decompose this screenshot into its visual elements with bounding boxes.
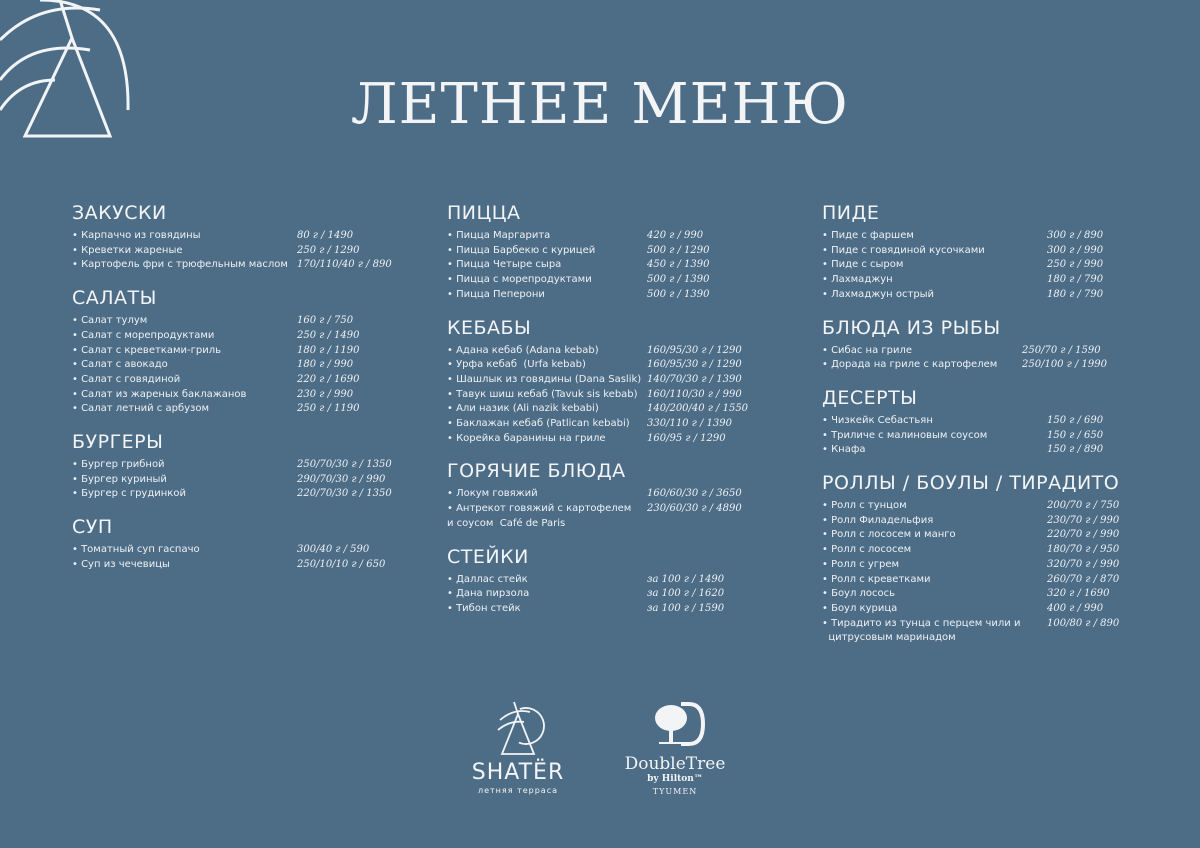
menu-item: [822, 414, 1162, 429]
doubletree-logo-icon: [645, 700, 705, 748]
doubletree-subtitle: by Hilton™: [647, 774, 703, 784]
menu-item-price: 160/110/30 г / 990: [647, 388, 742, 400]
menu-item-name: • Ролл с креветками: [822, 573, 931, 585]
doubletree-city: TYUMEN: [652, 787, 698, 796]
section-title: ГОРЯЧИЕ БЛЮДА: [447, 460, 626, 483]
menu-item-name: • Ролл Филадельфия: [822, 514, 934, 526]
menu-item: [72, 487, 412, 502]
menu-item-name: • Дана пирзола: [447, 588, 530, 600]
menu-item-price: 420 г / 990: [647, 230, 704, 241]
menu-item-name: • Лахмаджун острый: [822, 288, 935, 300]
menu-item-price: 500 г / 1290: [647, 244, 710, 256]
menu-item: [447, 229, 787, 244]
menu-item: [822, 358, 1162, 373]
menu-item-name: • Суп из чечевицы: [72, 558, 170, 570]
menu-item-price: 290/70/30 г / 990: [297, 473, 386, 485]
section-title: БУРГЕРЫ: [72, 431, 164, 454]
menu-column-3: [822, 200, 1162, 658]
menu-item: [447, 402, 787, 417]
menu-item: [72, 244, 412, 259]
menu-item-name: • Кнафа: [822, 444, 866, 456]
menu-item: [72, 329, 412, 344]
menu-item: [822, 543, 1162, 558]
menu-item-name: • Даллас стейк: [447, 573, 528, 585]
menu-item: [447, 258, 787, 273]
menu-item: [72, 458, 412, 473]
menu-item-name: • Бургер куриный: [72, 473, 167, 485]
menu-item-price: 150 г / 890: [1047, 444, 1104, 456]
menu-item: [447, 388, 787, 403]
menu-section: [447, 544, 787, 617]
menu-item-price: 180 г / 790: [1047, 274, 1104, 286]
menu-item-name: • Салат с креветками-гриль: [72, 344, 222, 356]
menu-item: [447, 358, 787, 373]
menu-section: [72, 200, 412, 273]
menu-item: [822, 587, 1162, 602]
menu-item-name: • Адана кебаб (Adana kebab): [447, 344, 599, 356]
menu-item: [822, 602, 1162, 617]
menu-item-price: 250 г / 1490: [297, 329, 360, 341]
menu-item-price: 220/70 г / 990: [1047, 529, 1120, 541]
menu-column-1: [72, 200, 412, 585]
page-title: ЛЕТНЕЕ МЕНЮ: [350, 72, 850, 137]
menu-item-price: за 100 г / 1620: [647, 588, 725, 600]
menu-item-price: 180 г / 790: [1047, 288, 1104, 300]
menu-item-name: • Карпаччо из говядины: [72, 230, 201, 241]
menu-item-price: 250 г / 1290: [297, 244, 360, 256]
menu-item-price: 330/110 г / 1390: [647, 418, 732, 430]
menu-section: [447, 200, 787, 303]
menu-item: [72, 344, 412, 359]
menu-item-price: 500 г / 1390: [647, 274, 710, 286]
menu-item-price: 220 г / 1690: [297, 373, 360, 385]
menu-item-name: • Баклажан кебаб (Patlican kebabi): [447, 418, 630, 430]
menu-item: [822, 499, 1162, 514]
menu-item-name: • Салат тулум: [72, 315, 148, 327]
menu-item-price: 160/60/30 г / 3650: [647, 488, 742, 500]
menu-item: [822, 273, 1162, 288]
menu-item-name: • Пиде с фаршем: [822, 230, 914, 241]
menu-section: [822, 315, 1162, 373]
section-title: КЕБАБЫ: [447, 316, 532, 339]
menu-item-name: • Салат с говядиной: [72, 373, 181, 385]
menu-section: [447, 458, 787, 531]
doubletree-name: DoubleTree: [624, 754, 726, 774]
menu-item-name: • Пиде с сыром: [822, 259, 904, 271]
section-title: САЛАТЫ: [72, 287, 157, 310]
menu-item-price: 320 г / 1690: [1047, 588, 1110, 600]
menu-item: [822, 558, 1162, 573]
menu-item: [72, 314, 412, 329]
menu-item-name: • Ролл с угрем: [822, 558, 900, 570]
menu-item-name: • Локум говяжий: [447, 488, 538, 500]
bottom-logos: [0, 700, 1200, 800]
menu-section: [822, 470, 1162, 646]
menu-item-name: • Салат с морепродуктами: [72, 329, 215, 341]
menu-item-name: • Пицца Маргарита: [447, 230, 551, 241]
menu-item-price: 250 г / 990: [1047, 259, 1104, 271]
section-title: СТЕЙКИ: [447, 545, 529, 568]
menu-item-price: 320/70 г / 990: [1047, 558, 1120, 570]
menu-item-price: 300/40 г / 590: [297, 544, 370, 556]
menu-item-price: 160/95 г / 1290: [647, 432, 726, 444]
menu-item-price: 300 г / 990: [1047, 244, 1104, 256]
menu-item: [822, 288, 1162, 303]
menu-item-name: • Чизкейк Себастьян: [822, 414, 933, 426]
menu-item-name: • Тирадито из тунца с перцем чили и цитрусовым маринадом: [822, 617, 1021, 644]
menu-item-name: • Салат летний с арбузом: [72, 403, 210, 415]
menu-item-price: за 100 г / 1590: [647, 602, 725, 614]
menu-item: [447, 432, 787, 447]
menu-item-name: • Али назик (Ali nazik kebabi): [447, 403, 599, 415]
menu-item-name: • Ролл с лососем: [822, 544, 912, 556]
menu-item-price: 100/80 г / 890: [1047, 617, 1120, 629]
menu-item: [447, 417, 787, 432]
menu-item-name: • Дорада на гриле с картофелем: [822, 359, 998, 371]
doubletree-brand: [615, 700, 735, 796]
menu-item-price: 250/100 г / 1990: [1022, 359, 1107, 371]
menu-item-price: 140/200/40 г / 1550: [647, 403, 749, 415]
menu-item-name: • Корейка баранины на гриле: [447, 432, 606, 444]
menu-item: [72, 373, 412, 388]
menu-item: [822, 344, 1162, 359]
menu-item-price: 230 г / 990: [297, 388, 354, 400]
menu-item-name: • Ролл с лососем и манго: [822, 529, 956, 541]
menu-item-name: • Томатный суп гаспачо: [72, 544, 200, 556]
menu-item-name: • Боул курица: [822, 602, 898, 614]
menu-item: [822, 514, 1162, 529]
menu-item-price: 260/70 г / 870: [1047, 573, 1120, 585]
menu-item-price: 150 г / 650: [1047, 429, 1104, 441]
menu-item-name: • Боул лосось: [822, 588, 896, 600]
menu-item-name: • Пицца с морепродуктами: [447, 274, 592, 286]
menu-item-price: 230/60/30 г / 4890: [647, 503, 742, 515]
menu-item-name: • Тавук шиш кебаб (Tavuk sis kebab): [447, 388, 638, 400]
section-title: ПИЦЦА: [447, 202, 521, 224]
menu-item-name: • Бургер с грудинкой: [72, 488, 186, 500]
menu-item: [447, 487, 787, 502]
menu-item-price: 160 г / 750: [297, 315, 354, 327]
section-title: СУП: [72, 516, 113, 539]
menu-item: [72, 543, 412, 558]
menu-item-price: 160/95/30 г / 1290: [647, 344, 742, 356]
menu-item-name: • Лахмаджун: [822, 274, 893, 286]
menu-item: [447, 587, 787, 602]
menu-section: [447, 315, 787, 447]
menu-item-name: • Ролл с тунцом: [822, 500, 907, 512]
menu-item-price: 230/70 г / 990: [1047, 514, 1120, 526]
menu-item: [447, 244, 787, 259]
section-title: БЛЮДА ИЗ РЫБЫ: [822, 316, 1001, 339]
menu-section: [72, 429, 412, 502]
menu-section: [72, 285, 412, 417]
menu-item: [447, 288, 787, 303]
menu-item-name: • Салат с авокадо: [72, 359, 168, 371]
menu-item-price: 250 г / 1190: [297, 403, 360, 415]
menu-item-name: • Пицца Четыре сыра: [447, 259, 562, 271]
menu-item-name: • Пицца Пеперони: [447, 288, 545, 300]
menu-item: [822, 229, 1162, 244]
menu-item: [447, 573, 787, 588]
section-title: ЗАКУСКИ: [72, 202, 167, 224]
menu-item: [447, 373, 787, 388]
menu-section: [822, 200, 1162, 303]
menu-item-name: • Тибон стейк: [447, 602, 521, 614]
section-title: ПИДЕ: [822, 202, 880, 224]
menu-item: [72, 258, 412, 273]
menu-item: [447, 344, 787, 359]
menu-section: [72, 514, 412, 572]
menu-item-price: 150 г / 690: [1047, 414, 1104, 426]
section-title: РОЛЛЫ / БОУЛЫ / ТИРАДИТО: [822, 472, 1120, 495]
menu-item-price: 220/70/30 г / 1350: [297, 488, 392, 500]
menu-item-price: 200/70 г / 750: [1047, 500, 1120, 512]
menu-item: [822, 244, 1162, 259]
menu-item-price: 180 г / 1190: [297, 344, 360, 356]
menu-item-price: 500 г / 1390: [647, 288, 710, 300]
menu-item: [447, 502, 787, 531]
menu-item-name: • Бургер грибной: [72, 459, 165, 471]
menu-item: [72, 473, 412, 488]
menu-item-price: 250/70/30 г / 1350: [297, 459, 392, 471]
menu-item-price: 140/70/30 г / 1390: [647, 373, 742, 385]
shater-logo-icon: [490, 700, 546, 756]
menu-item: [822, 258, 1162, 273]
menu-item-price: за 100 г / 1490: [647, 573, 725, 585]
shater-name: SHATËR: [471, 760, 565, 785]
menu-item-price: 80 г / 1490: [297, 230, 354, 241]
menu-item-name: • Антрекот говяжий с картофелем и соусом Café de Paris: [447, 503, 632, 529]
shater-subtitle: летняя терраса: [477, 786, 559, 795]
menu-column-2: [447, 200, 787, 629]
menu-item: [447, 602, 787, 617]
menu-item: [72, 388, 412, 403]
menu-item: [822, 528, 1162, 543]
menu-item-name: • Триличе с малиновым соусом: [822, 429, 988, 441]
menu-item-price: 400 г / 990: [1047, 602, 1104, 614]
menu-item-name: • Салат из жареных баклажанов: [72, 388, 247, 400]
menu-item-name: • Урфа кебаб (Urfa kebab): [447, 359, 586, 371]
menu-item-price: 250/10/10 г / 650: [297, 558, 386, 570]
shater-brand: [468, 700, 568, 795]
menu-item: [822, 429, 1162, 444]
menu-item: [72, 558, 412, 573]
menu-item-price: 180/70 г / 950: [1047, 544, 1120, 556]
section-title: ДЕСЕРТЫ: [822, 386, 918, 409]
menu-item: [822, 443, 1162, 458]
menu-item-name: • Пицца Барбекю с курицей: [447, 244, 596, 256]
menu-item-name: • Сибас на гриле: [822, 344, 913, 356]
menu-item-price: 300 г / 890: [1047, 230, 1104, 241]
menu-item-name: • Шашлык из говядины (Dana Saslik): [447, 373, 642, 385]
menu-item-name: • Креветки жареные: [72, 244, 183, 256]
menu-item-name: • Пиде с говядиной кусочками: [822, 244, 985, 256]
menu-item: [447, 273, 787, 288]
menu-item-price: 170/110/40 г / 890: [297, 259, 392, 271]
menu-item: [72, 358, 412, 373]
menu-item-price: 250/70 г / 1590: [1022, 344, 1101, 356]
menu-item: [72, 229, 412, 244]
menu-item-price: 180 г / 990: [297, 359, 354, 371]
menu-item-price: 450 г / 1390: [647, 259, 710, 271]
menu-item: [822, 573, 1162, 588]
menu-item-price: 160/95/30 г / 1290: [647, 359, 742, 371]
menu-item: [822, 617, 1162, 646]
menu-item: [72, 402, 412, 417]
menu-item-name: • Картофель фри с трюфельным маслом: [72, 259, 288, 271]
menu-section: [822, 385, 1162, 458]
